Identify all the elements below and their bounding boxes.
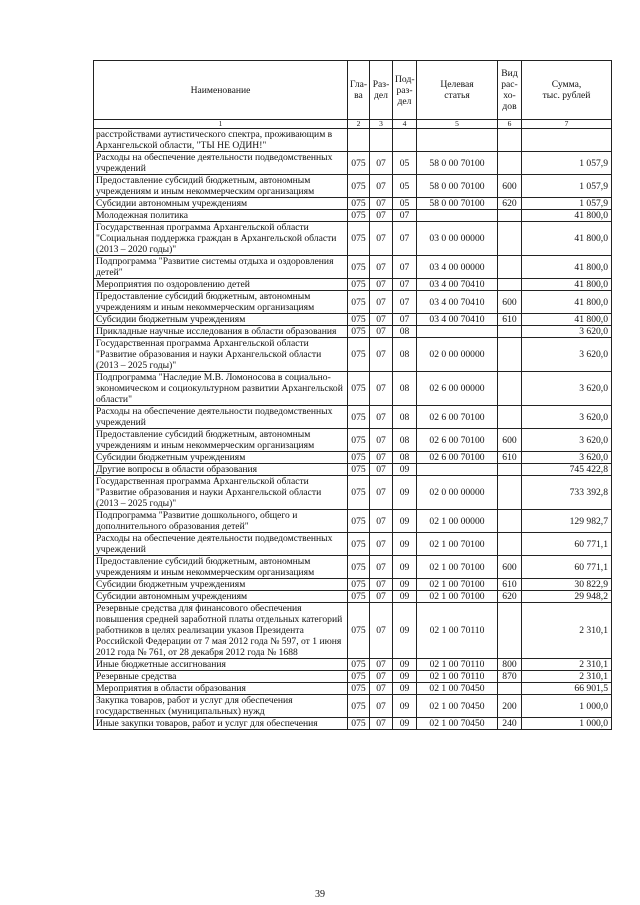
cell-razdel: 07 (370, 210, 393, 222)
cell-summa: 60 771,1 (522, 556, 612, 579)
cell-glava: 075 (348, 279, 370, 291)
cell-vid: 610 (498, 314, 522, 326)
cell-name: Мероприятия в области образования (94, 683, 348, 695)
cell-vid: 800 (498, 659, 522, 671)
cell-podrazdel: 07 (393, 291, 417, 314)
cell-statya: 02 1 00 70110 (417, 671, 498, 683)
cell-razdel: 07 (370, 452, 393, 464)
cell-summa: 1 057,9 (522, 198, 612, 210)
cell-razdel: 07 (370, 372, 393, 406)
cell-summa: 41 800,0 (522, 256, 612, 279)
cell-podrazdel: 09 (393, 603, 417, 659)
cell-summa: 3 620,0 (522, 406, 612, 429)
cell-vid (498, 210, 522, 222)
cell-statya (417, 326, 498, 338)
cell-vid (498, 256, 522, 279)
cell-razdel: 07 (370, 695, 393, 718)
cell-summa: 41 800,0 (522, 222, 612, 256)
cell-razdel: 07 (370, 659, 393, 671)
cell-statya: 58 0 00 70100 (417, 198, 498, 210)
cell-name: Мероприятия по оздоровлению детей (94, 279, 348, 291)
table-row (94, 152, 612, 175)
cell-name: Субсидии бюджетным учреждениям (94, 579, 348, 591)
cell-vid (498, 152, 522, 175)
cell-podrazdel: 05 (393, 175, 417, 198)
cell-name: Государственная программа Архангельской области "Развитие образования и науки Архангельской области (2013 – 2025 годы)" (94, 338, 348, 372)
cell-summa: 41 800,0 (522, 210, 612, 222)
cell-razdel: 07 (370, 683, 393, 695)
cell-podrazdel: 08 (393, 338, 417, 372)
cell-statya: 02 0 00 00000 (417, 338, 498, 372)
cell-glava: 075 (348, 406, 370, 429)
table-row (94, 671, 612, 683)
cell-vid (498, 326, 522, 338)
cell-razdel: 07 (370, 291, 393, 314)
table-row (94, 659, 612, 671)
table-row (94, 429, 612, 452)
cell-statya: 02 1 00 70100 (417, 533, 498, 556)
table-row (94, 291, 612, 314)
cell-name: Субсидии бюджетным учреждениям (94, 314, 348, 326)
header-vid-text: Вид рас- хо- дов (501, 68, 518, 112)
table-row (94, 556, 612, 579)
cell-razdel: 07 (370, 406, 393, 429)
cell-vid: 610 (498, 579, 522, 591)
table-row (94, 510, 612, 533)
cell-summa: 745 422,8 (522, 464, 612, 476)
budget-table-sheet (93, 60, 611, 730)
cell-name: Закупка товаров, работ и услуг для обеспечения государственных (муниципальных) нужд (94, 695, 348, 718)
cell-vid (498, 338, 522, 372)
cell-glava: 075 (348, 464, 370, 476)
cell-glava: 075 (348, 372, 370, 406)
cell-podrazdel: 09 (393, 659, 417, 671)
cell-razdel: 07 (370, 314, 393, 326)
cell-podrazdel: 09 (393, 510, 417, 533)
cell-statya: 02 1 00 70100 (417, 579, 498, 591)
cell-summa (522, 129, 612, 152)
cell-vid (498, 603, 522, 659)
cell-statya: 02 1 00 70100 (417, 556, 498, 579)
cell-vid (498, 222, 522, 256)
header-statya (417, 61, 498, 120)
cell-podrazdel: 07 (393, 279, 417, 291)
cell-razdel: 07 (370, 476, 393, 510)
cell-statya: 03 4 00 00000 (417, 256, 498, 279)
header-summa (522, 61, 612, 120)
cell-name: Субсидии автономным учреждениям (94, 591, 348, 603)
cell-name: Расходы на обеспечение деятельности подведомственных учреждений (94, 533, 348, 556)
cell-statya (417, 129, 498, 152)
cell-vid (498, 683, 522, 695)
cell-vid: 600 (498, 556, 522, 579)
budget-table (93, 60, 612, 730)
cell-razdel: 07 (370, 198, 393, 210)
cell-razdel: 07 (370, 533, 393, 556)
cell-glava: 075 (348, 210, 370, 222)
cell-statya: 03 4 00 70410 (417, 291, 498, 314)
cell-glava: 075 (348, 556, 370, 579)
cell-statya: 03 4 00 70410 (417, 314, 498, 326)
header-razdel (370, 61, 393, 120)
table-row (94, 603, 612, 659)
cell-glava: 075 (348, 452, 370, 464)
cell-name: Другие вопросы в области образования (94, 464, 348, 476)
table-row (94, 372, 612, 406)
table-row (94, 406, 612, 429)
cell-vid (498, 476, 522, 510)
cell-summa: 2 310,1 (522, 671, 612, 683)
cell-name: Подпрограмма "Развитие системы отдыха и оздоровления детей" (94, 256, 348, 279)
cell-podrazdel: 09 (393, 671, 417, 683)
cell-statya: 02 1 00 70100 (417, 591, 498, 603)
cell-name: Предоставление субсидий бюджетным, автономным учреждениям и иным некоммерческим организациям (94, 175, 348, 198)
table-row (94, 198, 612, 210)
cell-name: Иные закупки товаров, работ и услуг для обеспечения (94, 718, 348, 730)
cell-vid (498, 129, 522, 152)
cell-vid: 620 (498, 591, 522, 603)
cell-glava: 075 (348, 718, 370, 730)
cell-summa: 3 620,0 (522, 429, 612, 452)
table-row (94, 256, 612, 279)
cell-glava: 075 (348, 429, 370, 452)
cell-podrazdel (393, 129, 417, 152)
cell-summa: 41 800,0 (522, 314, 612, 326)
cell-razdel: 07 (370, 175, 393, 198)
cell-name: Расходы на обеспечение деятельности подведомственных учреждений (94, 406, 348, 429)
table-row (94, 533, 612, 556)
cell-glava: 075 (348, 533, 370, 556)
cell-summa: 29 948,2 (522, 591, 612, 603)
cell-name: Резервные средства для финансового обеспечения повышения средней заработной платы отдельных категорий работников в целях реализации указов Президента Российской Федерации от 7 мая 2012 года № 597, от 1 июня 2012 года № 761, от 28 декабря 2012 года № 1688 (94, 603, 348, 659)
cell-summa: 1 000,0 (522, 695, 612, 718)
table-row (94, 464, 612, 476)
cell-podrazdel: 09 (393, 591, 417, 603)
cell-glava: 075 (348, 338, 370, 372)
cell-vid (498, 279, 522, 291)
cell-summa: 66 901,5 (522, 683, 612, 695)
cell-podrazdel: 07 (393, 210, 417, 222)
cell-podrazdel: 09 (393, 718, 417, 730)
cell-name: Подпрограмма "Наследие М.В. Ломоносова в социально-экономическом и социокультурном развитии Архангельской области" (94, 372, 348, 406)
table-row (94, 210, 612, 222)
cell-glava: 075 (348, 476, 370, 510)
cell-statya: 02 6 00 70100 (417, 429, 498, 452)
cell-name: Субсидии автономным учреждениям (94, 198, 348, 210)
table-row (94, 452, 612, 464)
header-podrazdel-text: Под- раз- дел (395, 73, 415, 107)
cell-razdel: 07 (370, 591, 393, 603)
cell-podrazdel: 09 (393, 464, 417, 476)
cell-podrazdel: 09 (393, 556, 417, 579)
table-row (94, 175, 612, 198)
cell-glava: 075 (348, 222, 370, 256)
cell-glava: 075 (348, 291, 370, 314)
cell-statya: 02 0 00 00000 (417, 476, 498, 510)
cell-vid: 600 (498, 291, 522, 314)
page-number: 39 (315, 889, 325, 900)
cell-vid: 240 (498, 718, 522, 730)
header-statya-text: Целевая статья (440, 79, 474, 101)
cell-summa: 129 982,7 (522, 510, 612, 533)
cell-glava: 075 (348, 152, 370, 175)
cell-summa: 2 310,1 (522, 659, 612, 671)
cell-vid: 200 (498, 695, 522, 718)
cell-summa: 41 800,0 (522, 291, 612, 314)
table-row (94, 222, 612, 256)
cell-summa: 41 800,0 (522, 279, 612, 291)
cell-statya: 02 6 00 00000 (417, 372, 498, 406)
cell-vid (498, 406, 522, 429)
table-row (94, 476, 612, 510)
cell-statya: 58 0 00 70100 (417, 152, 498, 175)
cell-summa: 3 620,0 (522, 326, 612, 338)
table-body (94, 129, 612, 730)
cell-razdel: 07 (370, 603, 393, 659)
header-row (94, 61, 612, 120)
cell-podrazdel: 08 (393, 429, 417, 452)
cell-summa: 3 620,0 (522, 372, 612, 406)
cell-summa: 30 822,9 (522, 579, 612, 591)
table-row (94, 695, 612, 718)
cell-vid (498, 464, 522, 476)
table-header (94, 61, 612, 129)
cell-vid: 600 (498, 429, 522, 452)
cell-razdel: 07 (370, 152, 393, 175)
cell-summa: 60 771,1 (522, 533, 612, 556)
header-vid (498, 61, 522, 120)
cell-vid: 870 (498, 671, 522, 683)
cell-razdel: 07 (370, 510, 393, 533)
table-row (94, 314, 612, 326)
cell-podrazdel: 05 (393, 198, 417, 210)
cell-podrazdel: 08 (393, 452, 417, 464)
cell-podrazdel: 07 (393, 222, 417, 256)
header-name (94, 61, 348, 120)
cell-vid: 600 (498, 175, 522, 198)
cell-podrazdel: 09 (393, 476, 417, 510)
cell-statya: 02 1 00 70110 (417, 659, 498, 671)
cell-razdel (370, 129, 393, 152)
cell-razdel: 07 (370, 556, 393, 579)
column-number: 1 (94, 120, 348, 129)
cell-name: Предоставление субсидий бюджетным, автономным учреждениям и иным некоммерческим организациям (94, 291, 348, 314)
cell-glava: 075 (348, 695, 370, 718)
cell-podrazdel: 09 (393, 695, 417, 718)
cell-podrazdel: 09 (393, 683, 417, 695)
cell-glava: 075 (348, 579, 370, 591)
cell-statya: 02 6 00 70100 (417, 452, 498, 464)
cell-razdel: 07 (370, 279, 393, 291)
cell-name: расстройствами аутистического спектра, проживающим в Архангельской области, "ТЫ НЕ ОДИН!" (94, 129, 348, 152)
cell-glava (348, 129, 370, 152)
column-number: 7 (522, 120, 612, 129)
cell-name: Прикладные научные исследования в области образования (94, 326, 348, 338)
cell-statya: 02 6 00 70100 (417, 406, 498, 429)
table-row (94, 683, 612, 695)
table-row (94, 129, 612, 152)
cell-vid (498, 510, 522, 533)
cell-statya: 02 1 00 70450 (417, 695, 498, 718)
header-glava-text: Гла- ва (350, 79, 368, 101)
cell-razdel: 07 (370, 256, 393, 279)
header-glava (348, 61, 370, 120)
column-number: 2 (348, 120, 370, 129)
cell-statya: 02 1 00 70450 (417, 718, 498, 730)
cell-summa: 1 057,9 (522, 175, 612, 198)
cell-name: Молодежная политика (94, 210, 348, 222)
cell-glava: 075 (348, 198, 370, 210)
cell-statya: 02 1 00 00000 (417, 510, 498, 533)
column-number: 6 (498, 120, 522, 129)
table-row (94, 279, 612, 291)
cell-glava: 075 (348, 256, 370, 279)
header-name-text: Наименование (190, 84, 251, 96)
cell-statya: 02 1 00 70450 (417, 683, 498, 695)
cell-vid (498, 372, 522, 406)
cell-summa: 2 310,1 (522, 603, 612, 659)
cell-podrazdel: 08 (393, 406, 417, 429)
header-podrazdel (393, 61, 417, 120)
cell-glava: 075 (348, 683, 370, 695)
cell-razdel: 07 (370, 429, 393, 452)
cell-razdel: 07 (370, 718, 393, 730)
cell-podrazdel: 07 (393, 314, 417, 326)
cell-statya (417, 464, 498, 476)
cell-name: Государственная программа Архангельской области "Развитие образования и науки Архангельской области (2013 – 2025 годы)" (94, 476, 348, 510)
cell-glava: 075 (348, 603, 370, 659)
cell-name: Предоставление субсидий бюджетным, автономным учреждениям и иным некоммерческим организациям (94, 556, 348, 579)
cell-podrazdel: 09 (393, 533, 417, 556)
cell-summa: 3 620,0 (522, 338, 612, 372)
column-number: 3 (370, 120, 393, 129)
cell-glava: 075 (348, 175, 370, 198)
header-summa-text: Сумма, тыс. рублей (542, 79, 591, 101)
cell-glava: 075 (348, 510, 370, 533)
cell-razdel: 07 (370, 326, 393, 338)
cell-podrazdel: 05 (393, 152, 417, 175)
cell-statya: 03 0 00 00000 (417, 222, 498, 256)
cell-podrazdel: 08 (393, 326, 417, 338)
cell-statya: 58 0 00 70100 (417, 175, 498, 198)
cell-name: Субсидии бюджетным учреждениям (94, 452, 348, 464)
table-row (94, 326, 612, 338)
cell-glava: 075 (348, 591, 370, 603)
cell-glava: 075 (348, 671, 370, 683)
cell-vid (498, 533, 522, 556)
cell-vid: 610 (498, 452, 522, 464)
cell-glava: 075 (348, 314, 370, 326)
cell-razdel: 07 (370, 222, 393, 256)
cell-name: Подпрограмма "Развитие дошкольного, общего и дополнительного образования детей" (94, 510, 348, 533)
table-row (94, 591, 612, 603)
table-row (94, 579, 612, 591)
table-row (94, 718, 612, 730)
header-razdel-text: Раз- дел (372, 79, 390, 101)
cell-summa: 1 000,0 (522, 718, 612, 730)
cell-podrazdel: 09 (393, 579, 417, 591)
column-number-row (94, 120, 612, 129)
cell-vid: 620 (498, 198, 522, 210)
cell-razdel: 07 (370, 338, 393, 372)
cell-summa: 3 620,0 (522, 452, 612, 464)
cell-statya: 02 1 00 70110 (417, 603, 498, 659)
cell-podrazdel: 08 (393, 372, 417, 406)
cell-razdel: 07 (370, 464, 393, 476)
cell-name: Расходы на обеспечение деятельности подведомственных учреждений (94, 152, 348, 175)
cell-name: Иные бюджетные ассигнования (94, 659, 348, 671)
cell-glava: 075 (348, 659, 370, 671)
cell-glava: 075 (348, 326, 370, 338)
column-number: 5 (417, 120, 498, 129)
cell-name: Предоставление субсидий бюджетным, автономным учреждениям и иным некоммерческим организациям (94, 429, 348, 452)
cell-summa: 1 057,9 (522, 152, 612, 175)
cell-razdel: 07 (370, 579, 393, 591)
cell-statya: 03 4 00 70410 (417, 279, 498, 291)
cell-name: Государственная программа Архангельской области "Социальная поддержка граждан в Архангельской области (2013 – 2020 годы)" (94, 222, 348, 256)
cell-name: Резервные средства (94, 671, 348, 683)
cell-podrazdel: 07 (393, 256, 417, 279)
table-row (94, 338, 612, 372)
cell-razdel: 07 (370, 671, 393, 683)
column-number: 4 (393, 120, 417, 129)
cell-summa: 733 392,8 (522, 476, 612, 510)
cell-statya (417, 210, 498, 222)
